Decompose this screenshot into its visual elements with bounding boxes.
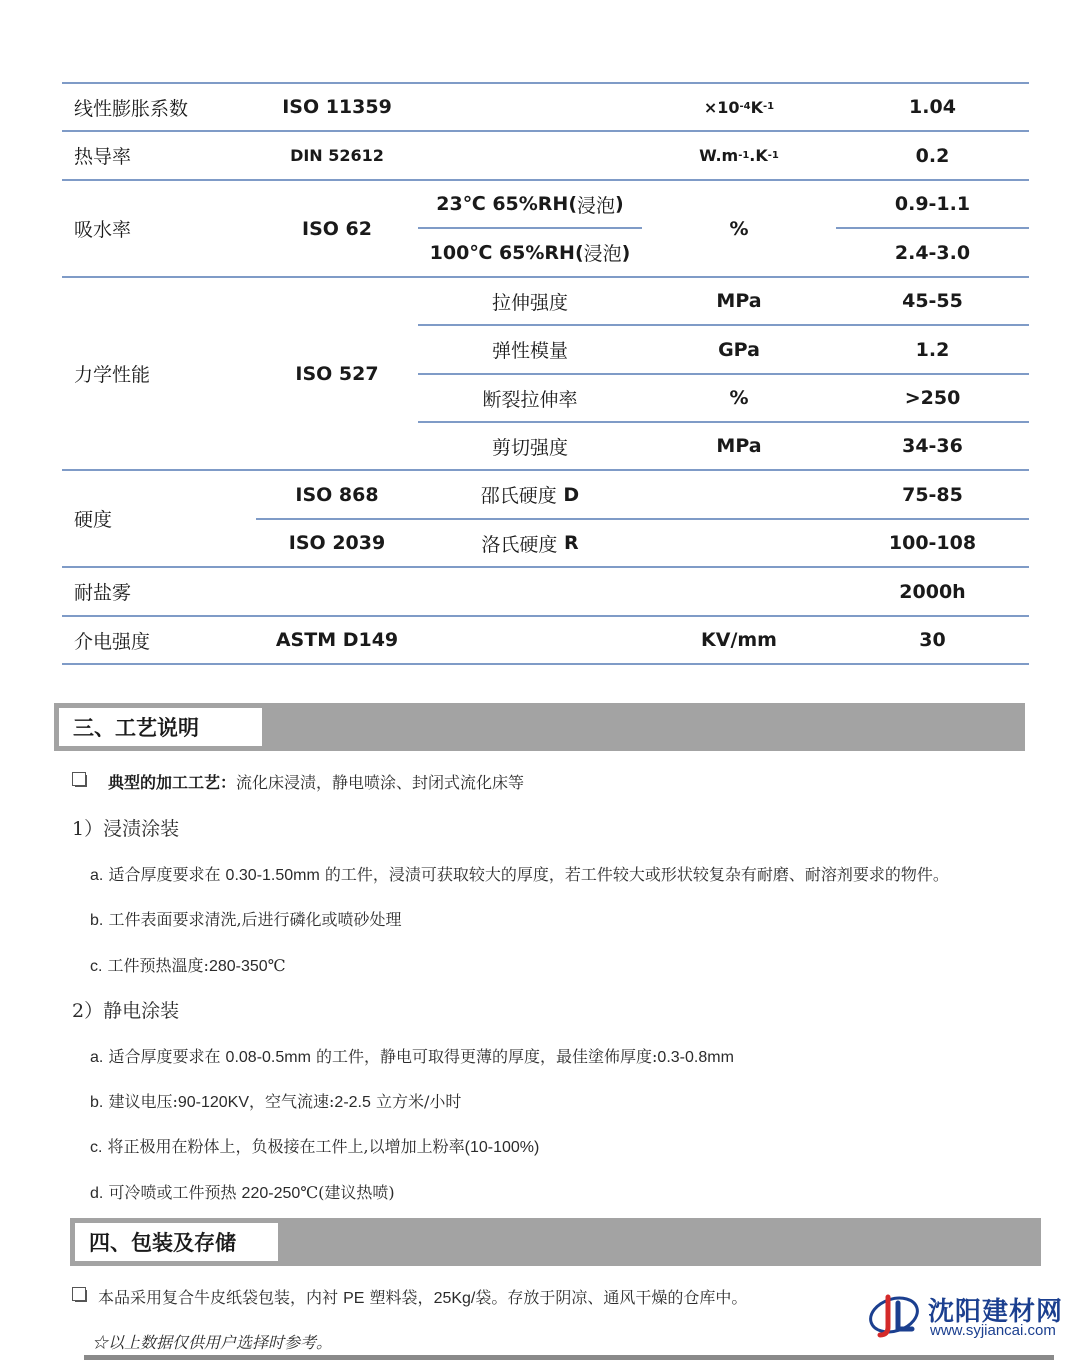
list-item: d. 可冷喷或工件预热 220-250℃(建议热喷) <box>90 1183 395 1202</box>
standard: ISO 527 <box>295 362 379 385</box>
standard: ISO 62 <box>302 217 372 240</box>
condition: 100℃ 65%RH( 浸泡 ) <box>429 241 631 265</box>
value: 2000h <box>899 580 966 603</box>
value: 2.4-3.0 <box>894 241 971 264</box>
packaging-text: 本品采用复合牛皮纸袋包装，内衬 PE 塑料袋，25Kg/袋。存放于阴凉、通风干燥的仓库中。 <box>98 1288 748 1307</box>
checkbox-bullet-icon <box>72 772 86 786</box>
item-name: 剪切强度 <box>491 436 568 459</box>
item-name: 拉伸强度 <box>491 291 568 314</box>
property-name: 耐盐雾 <box>74 582 132 604</box>
unit: % <box>729 387 749 409</box>
property-name: 线性膨胀系数 <box>74 97 189 120</box>
section-title: 四、包装及存储 <box>75 1223 278 1261</box>
standard: DIN 52612 <box>290 146 384 165</box>
value: 1.04 <box>909 96 956 118</box>
section-title: 三、工艺说明 <box>59 708 262 746</box>
site-logo-icon <box>868 1289 924 1341</box>
list-item: b. 工件表面要求清洗,后进行磷化或喷砂处理 <box>90 910 402 929</box>
value: 34-36 <box>902 435 963 457</box>
property-name: 力学性能 <box>74 364 151 386</box>
standard: ISO 868 <box>295 483 379 506</box>
value: 0.2 <box>915 144 950 167</box>
section-header <box>70 1218 1041 1266</box>
list-item: a. 适合厚度要求在 0.08-0.5mm 的工件，静电可取得更薄的厚度，最佳塗佈厚度:0.3-0.8mm <box>90 1047 734 1066</box>
item-name: 邵氏硬度 D <box>480 483 580 507</box>
unit: MPa <box>716 435 762 457</box>
subsection-title: 1）浸渍涂装 <box>72 818 180 840</box>
property-name: 介电强度 <box>74 630 151 653</box>
value: 30 <box>919 629 946 651</box>
disclaimer-note: ☆以上数据仅供用户选择时参考。 <box>92 1333 333 1352</box>
checkbox-bullet-icon <box>72 1287 86 1301</box>
intro-label: 典型的加工工艺： <box>108 773 237 792</box>
unit: W.m -1 .K -1 <box>699 146 779 165</box>
site-name: 沈阳建材网 <box>928 1297 1064 1327</box>
property-name: 硬度 <box>74 509 113 531</box>
site-url: www.syjiancai.com <box>930 1322 1056 1339</box>
bottom-rule <box>84 1355 1054 1360</box>
list-item: a. 适合厚度要求在 0.30-1.50mm 的工件，浸渍可获取较大的厚度，若工件较大或形状较复杂有耐磨、耐溶剂要求的物件。 <box>90 865 949 884</box>
standard: ISO 11359 <box>282 96 392 118</box>
item-name: 断裂拉伸率 <box>482 388 578 411</box>
list-item: c. 将正极用在粉体上，负极接在工件上,以增加上粉率(10-100%) <box>90 1137 540 1156</box>
value: 45-55 <box>902 290 963 312</box>
list-item: c. 工件预热溫度:280-350℃ <box>90 956 286 975</box>
table-rule <box>62 663 1029 665</box>
item-name: 弹性模量 <box>491 340 568 362</box>
unit: KV/mm <box>701 629 777 651</box>
intro-body: 流化床浸渍，静电喷涂、封闭式流化床等 <box>236 773 525 792</box>
unit: GPa <box>718 338 760 361</box>
list-item: b. 建议电压:90-120KV，空气流速:2-2.5 立方米/小时 <box>90 1092 462 1111</box>
value: >250 <box>904 387 961 409</box>
property-name: 热导率 <box>74 146 132 168</box>
value: 0.9-1.1 <box>894 193 971 215</box>
value: 75-85 <box>902 483 963 506</box>
value: 1.2 <box>915 338 950 361</box>
standard: ISO 2039 <box>288 532 386 554</box>
subsection-title: 2）静电涂装 <box>72 1000 180 1022</box>
standard: ASTM D149 <box>275 629 399 651</box>
unit: MPa <box>716 290 762 312</box>
property-name: 吸水率 <box>74 219 132 241</box>
section-header <box>54 703 1025 751</box>
unit: % <box>729 217 749 240</box>
item-name: 洛氏硬度 R <box>481 532 579 556</box>
unit: ×10 -4 K -1 <box>703 97 775 117</box>
intro-text <box>108 770 524 793</box>
value: 100-108 <box>888 532 977 554</box>
condition: 23℃ 65%RH( 浸泡 ) <box>436 193 624 217</box>
